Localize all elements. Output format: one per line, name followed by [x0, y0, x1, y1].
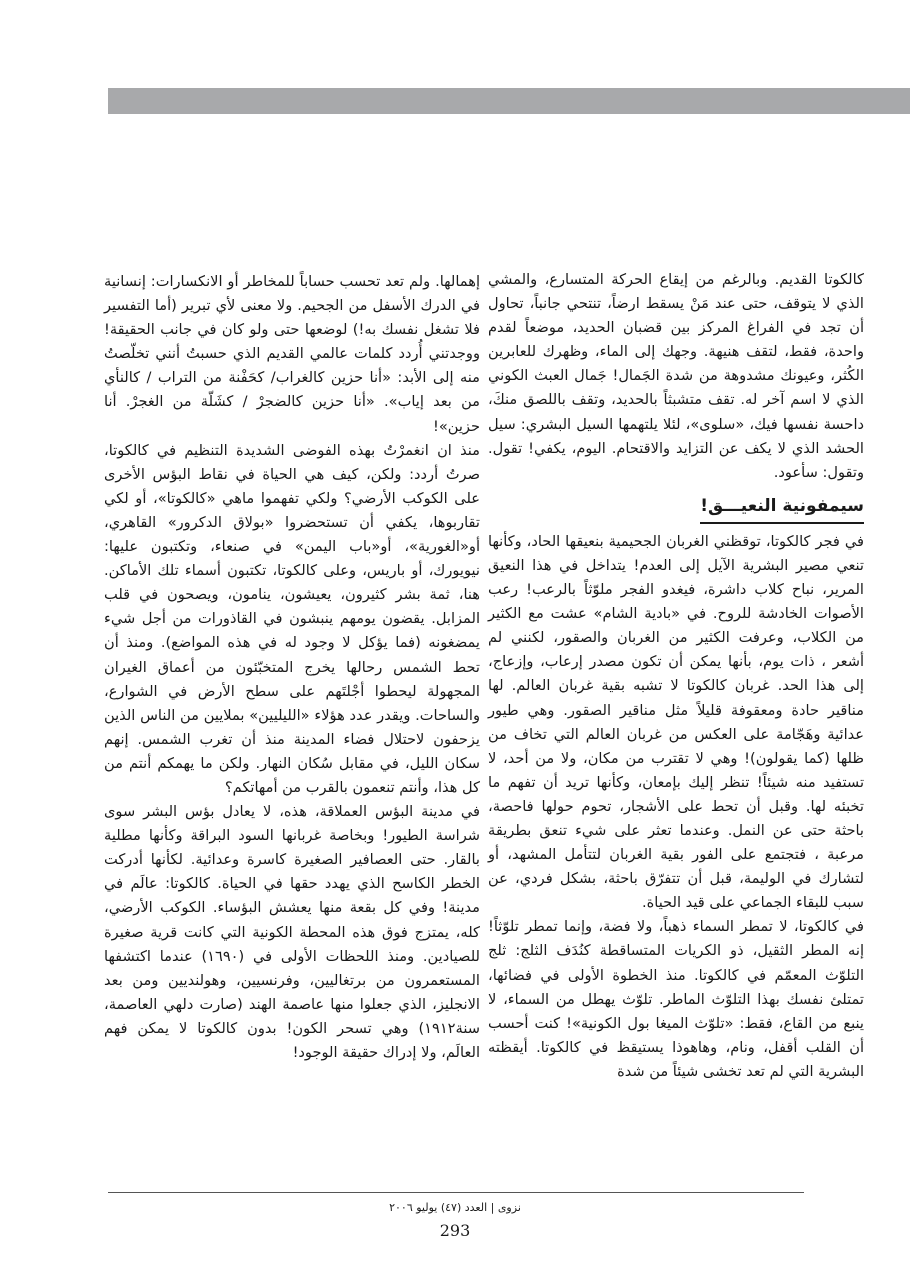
footer-rule	[108, 1192, 804, 1193]
footer-journal-line: نزوى | العدد (٤٧) يوليو ٢٠٠٦	[389, 1201, 521, 1214]
left-paragraph-1: إهمالها. ولم تعد تحسب حساباً للمخاطر أو الانكسارات: إنسانية في الدرك الأسفل من الجحيم. ولا معنى لأي تبرير (أما التفسير فلا تشغل نفسك به!) لوضعها حتى ولو كان في جانب الحقيقة! ووجدتني أُردد كلمات عالمي القديم الذي حسبتُ أنني تخلّصتُ منه إلى الأبد: «أنا حزين كالغراب/ كحَفْنة من التراب / كالنأي من بعد إياب». «أنا حزين كالضجرْ / كشَلّة من الغجرْ. أنا حزين»!	[104, 273, 480, 435]
section-heading	[488, 491, 864, 524]
right-text-column	[488, 268, 864, 1084]
right-paragraph-3: في كالكوتا، لا تمطر السماء ذهباً، ولا فضة، وإنما تمطر تلوّثاً! إنه المطر الثقيل، ذو الكريات المتساقطة كنُدَف الثلج: ثلج التلوّث المعمّم في كالكوتا. منذ الخطوة الأولى في فضائها، تمتلئ نفسك بهذا التلوّث الماطر. تلوّث يهطل من السماء، لا ينبع من القاع، فقط: «تلوّث الميغا بول الكونية»! كنت أحسب أن القلب أقفل، ونام، وهاهوذا يستيقظ في كالكوتا. أيقظته البشرية التي لم تعد تخشى شيئاً من شدة	[488, 918, 864, 1080]
right-paragraph-1: كالكوتا القديم. وبالرغم من إيقاع الحركة المتسارع، والمشي الذي لا يتوقف، حتى عند مَنْ يسقط ارضاً، تنتحي جانباً، تحاول أن تجد في الفراغ المركز بين قضبان الحديد، موضعاً لقدم واحدة، فقط، لتقف هنيهة. وجهك إلى الماء، وظهرك للعابرين الكُثر، وعيونك مشدوهة من شدة الجَمال! جَمال العبث الكوني الذي لا اسم آخر له. تقف متشبثاً بالحديد، وتقف باللصق منكَ، داحسة نفسها فيك، «سلوى»، لئلا يلتهمها السيل البشري: سيل الحشد الذي لا يكف عن التزايد والاقتحام. اليوم، يكفي! تقول. وتقول: سأعود.	[488, 271, 864, 481]
page-number: 293	[439, 1221, 471, 1240]
section-heading-text: سيمفونية النعيـــق!	[700, 491, 864, 524]
header-gray-bar	[108, 88, 910, 114]
left-paragraph-2: منذ ان انغمرْتُ بهذه الفوضى الشديدة التنظيم في كالكوتا، صرتُ أردد: ولكن، كيف هي الحياة في نقاط البؤس الأخرى على الكوكب الأرضي؟ ولكي تفهموا ماهي «كالكوتا»، أو لكي تقاربوها، يكفي أن تستحضروا «بولاق الدكرور» القاهري، أو«الغورية»، أو«باب اليمن» في صنعاء، وتكتبون عليها: نيويورك، أو باريس، وعلى كالكوتا، تكتبون أسماء تلك الأماكن. هنا، ثمة بشر كثيرون، يعيشون، ينامون، ويصحون في قلب المزابل. يقضون يومهم ينبشون في القاذورات من أجل شيء يمضغونه (فما يؤكل لا وجود له في هذه المواضع). ومنذ أن تحط الشمس رحالها يخرج المتخبّئون من أعماق الغيران المجهولة ليحطوا أجْلتَهم على سطح الأرض في الشوارع، والساحات. ويقدر عدد هؤلاء «الليليين» بملايين من الناس الذين يزحفون لاحتلال فضاء المدينة منذ أن تغرب الشمس. إنهم سكان الليل، في مقابل سُكان النهار. ولكن ما يهمكم أنتم من كل هذا، وأنتم تنعمون بالقرب من أمهاتكم؟	[104, 441, 480, 796]
right-paragraph-2: في فجر كالكوتا، توقظني الغربان الجحيمية بنعيقها الحاد، وكأنها تنعي مصير البشرية الآيل إلى العدم! يتداخل في هذا النعيق المرير، نباح كلاب داشرة، فيغدو الفجر ملوّثاً بالرعب! رعب الأصوات الخادشة للروح. في «بادية الشام» عشت مع الكثير من الكلاب، وعرفت الكثير من الغربان والصقور، لكنني لم أشعر ، ذات يوم، بأنها يمكن أن تكون مصدر إرعاب، وإزعاج، إلى هذا الحد. غربان كالكوتا لا تشبه بقية غربان العالم. لها مناقير حادة ومعقوفة قليلاً مثل مناقير الصقور. وهي طيور عدائية وهَجّامة على العكس من غربان العالم التي تخاف من ظلها (كما يقولون)! وهي لا تقترب من مكان، ولا من أحد، لا تستفيد منه شيئاً! تنظر إليك بإمعان، وكأنها تريد أن تفهم ما تخبئه لها. وقبل أن تحط على الأشجار، تحوم حولها فاحصة، باحثة حتى عن النمل. وعندما تعثر على شيء تنعق بطريقة مرعبة ، فتجتمع على الفور بقية الغربان لتتأمل المشهد، أو لتشارك في الوليمة، قبل أن تتفرّق باحثة، بشكل فردي، عن سبب للبقاء الجماعي على قيد الحياة.	[488, 532, 864, 912]
left-paragraph-3: في مدينة البؤس العملاقة، هذه، لا يعادل بؤس البشر سوى شراسة الطيور! وبخاصة غربانها السود البراقة وكأنها مطلية بالقار. حتى العصافير الصغيرة كاسرة وعدائية. لكأنها أدركت الخطر الكاسح الذي يهدد حقها في الحياة. كالكوتا: عالَم في مدينة! وفي كل بقعة منها يعشش البؤساء. الكوكب الأرضي، كله، يمتزج فوق هذه المحطة الكونية التي كانت قرية صغيرة للصيادين. ومنذ اللحظات الأولى في (١٦٩٠) عندما اكتشفها المستعمرون من برتغاليين، وفرنسيين، وهولنديين ومن بعد الانجليز، الذي جعلوا منها عاصمة الهند (صارت دلهي العاصمة، سنة١٩١٢) وهي تسحر الكون! بدون كالكوتا لا يمكن فهم العالَم، ولا إدراك حقيقة الوجود!	[104, 803, 480, 1061]
left-text-column	[104, 270, 480, 1065]
